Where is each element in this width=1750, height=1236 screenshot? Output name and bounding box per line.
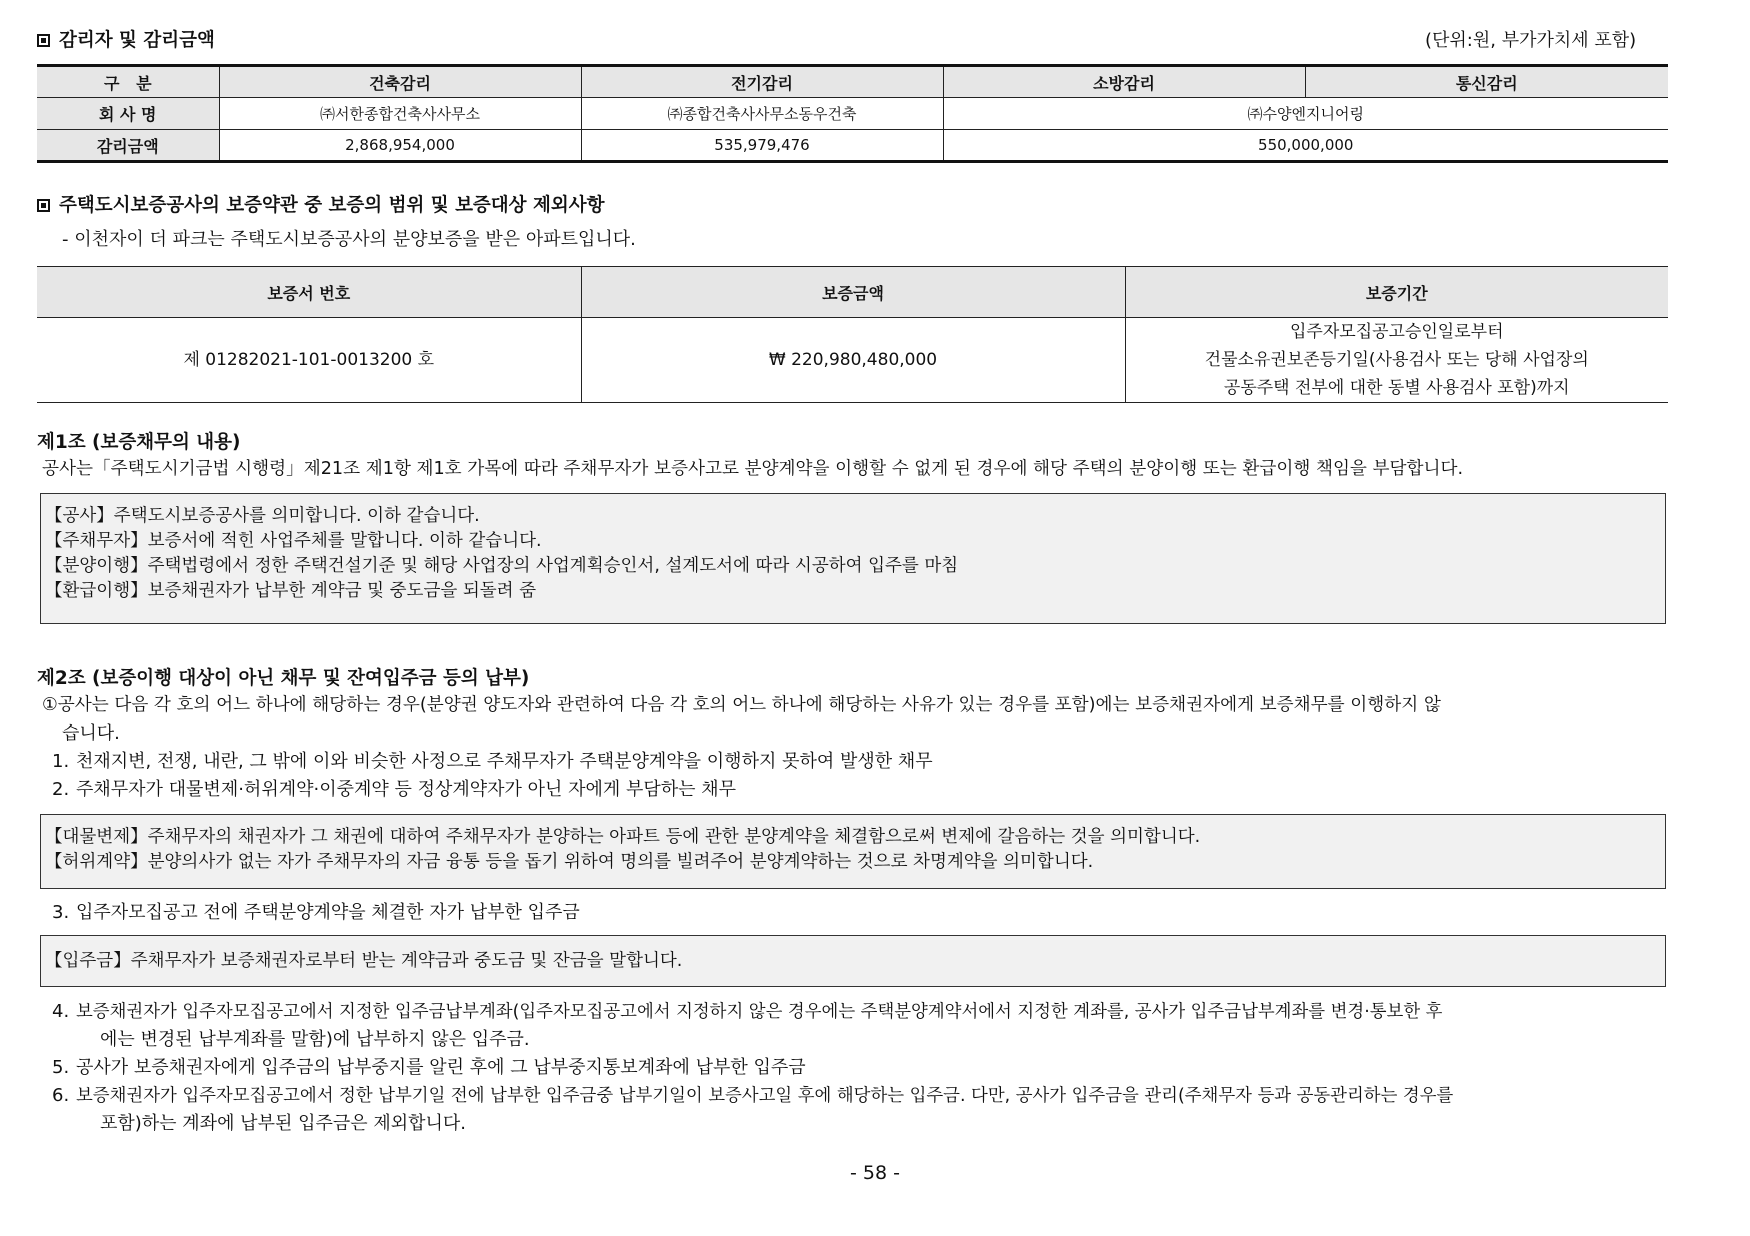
guarantee-period [1125, 318, 1668, 403]
article2-definition-box-2 [40, 935, 1666, 987]
page-number: - 58 - [850, 1162, 900, 1184]
square-bullet-icon [37, 199, 50, 212]
item-text: 공사가 보증채권자에게 입주금의 납부중지를 알린 후에 그 납부중지통보계좌에 납부한 입주금 [76, 1057, 806, 1078]
item-text: 보증채권자가 입주자모집공고에서 정한 납부기일 전에 납부한 입주금중 납부기일이 보증사고일 후에 해당하는 입주금. 다만, 공사가 입주금을 관리(주채무자 등과 공동관리하는 경우를 [76, 1086, 1454, 1106]
section2-bullet: - 이천자이 더 파크는 주택도시보증공사의 분양보증을 받은 아파트입니다. [62, 229, 636, 250]
item-text: 천재지변, 전쟁, 내란, 그 밖에 이와 비슷한 사정으로 주채무자가 주택분양계약을 이행하지 못하여 발생한 채무 [76, 751, 933, 772]
company-row-label: 회 사 명 [37, 98, 219, 130]
item-number: 1. [52, 751, 70, 772]
list-item [52, 1053, 806, 1079]
period-line: 입주자모집공고승인일로부터 [1290, 322, 1504, 342]
cert-no: 제 01282021-101-0013200 호 [37, 318, 581, 403]
header-electrical: 전기감리 [581, 66, 943, 98]
amount-architecture: 2,868,954,000 [219, 130, 581, 162]
header-amount: 보증금액 [581, 267, 1125, 318]
company-electrical: ㈜종합건축사사무소동우건축 [581, 98, 943, 130]
section2-title [37, 191, 604, 217]
square-bullet-icon [37, 34, 50, 47]
header-period: 보증기간 [1125, 267, 1668, 318]
amount-fire-telecom: 550,000,000 [943, 130, 1668, 162]
period-line: 건물소유권보존등기일(사용검사 또는 당해 사업장의 [1204, 350, 1589, 370]
item-number: 2. [52, 779, 70, 800]
item-text: 보증채권자가 입주자모집공고에서 지정한 입주금납부계좌(입주자모집공고에서 지정하지 않은 경우에는 주택분양계약서에서 지정한 계좌를, 공사가 입주금납부계좌를 변경·통보한 후 [76, 1002, 1443, 1022]
article2-definition-box-1 [40, 814, 1666, 889]
item-number: 6. [52, 1085, 70, 1106]
article2-title: 제2조 (보증이행 대상이 아닌 채무 및 잔여입주금 등의 납부) [37, 668, 530, 689]
definition-item: 【허위계약】분양의사가 없는 자가 주채무자의 자금 융통 등을 돕기 위하여 명의를 빌려주어 분양계약하는 것으로 차명계약을 의미합니다. [45, 852, 1094, 872]
item-number: 5. [52, 1057, 70, 1078]
supervisor-table [37, 64, 1668, 163]
article2-intro-line2: 습니다. [62, 723, 120, 744]
item-number: 3. [52, 902, 70, 923]
header-fire: 소방감리 [943, 66, 1305, 98]
list-item [52, 997, 1442, 1022]
header-architecture: 건축감리 [219, 66, 581, 98]
section2-title-text: 주택도시보증공사의 보증약관 중 보증의 범위 및 보증대상 제외사항 [59, 195, 605, 216]
definition-item: 【분양이행】주택법령에서 정한 주택건설기준 및 해당 사업장의 사업계획승인서, 설계도서에 따라 시공하여 입주를 마침 [45, 556, 959, 576]
header-category: 구 분 [37, 66, 219, 98]
list-item [52, 1081, 1453, 1106]
unit-note: (단위:원, 부가가치세 포함) [1425, 30, 1637, 51]
period-line: 공동주택 전부에 대한 동별 사용검사 포함)까지 [1223, 378, 1570, 398]
header-cert-no: 보증서 번호 [37, 267, 581, 318]
list-item [52, 747, 933, 773]
amount-row-label: 감리금액 [37, 130, 219, 162]
definition-item: 【환급이행】보증채권자가 납부한 계약금 및 중도금을 되돌려 줌 [45, 581, 536, 601]
company-fire-telecom: ㈜수양엔지니어링 [943, 98, 1668, 130]
article1-title: 제1조 (보증채무의 내용) [37, 432, 241, 453]
item-text: 주채무자가 대물변제·허위계약·이중계약 등 정상계약자가 아닌 자에게 부담하는 채무 [76, 779, 737, 800]
header-telecom: 통신감리 [1305, 66, 1668, 98]
list-item [52, 898, 580, 924]
list-item-continuation: 에는 변경된 납부계좌를 말함)에 납부하지 않은 입주금. [100, 1029, 530, 1050]
company-architecture: ㈜서한종합건축사사무소 [219, 98, 581, 130]
article2-intro-line1: ①공사는 다음 각 호의 어느 하나에 해당하는 경우(분양권 양도자와 관련하여 다음 각 호의 어느 하나에 해당하는 사유가 있는 경우를 포함)에는 보증채권자에게 보증채무를 이행하지 않 [42, 695, 1441, 715]
item-number: 4. [52, 1001, 70, 1022]
guarantee-amount: ₩ 220,980,480,000 [581, 318, 1125, 403]
section1-title [37, 26, 215, 52]
article1-text: 공사는「주택도시기금법 시행령」제21조 제1항 제1호 가목에 따라 주채무자가 보증사고로 분양계약을 이행할 수 없게 된 경우에 해당 주택의 분양이행 또는 환급이행 책임을 부담합니다. [42, 459, 1464, 479]
amount-electrical: 535,979,476 [581, 130, 943, 162]
item-text: 입주자모집공고 전에 주택분양계약을 체결한 자가 납부한 입주금 [76, 902, 580, 923]
definition-item: 【입주금】주채무자가 보증채권자로부터 받는 계약금과 중도금 및 잔금을 말합니다. [45, 951, 683, 971]
section1-title-text: 감리자 및 감리금액 [59, 30, 215, 51]
definition-item: 【주채무자】보증서에 적힌 사업주체를 말합니다. 이하 같습니다. [45, 531, 542, 551]
article1-definition-box [40, 493, 1666, 624]
list-item [52, 775, 736, 801]
list-item-continuation: 포함)하는 계좌에 납부된 입주금은 제외합니다. [100, 1113, 467, 1134]
guarantee-table [37, 266, 1668, 403]
definition-item: 【공사】주택도시보증공사를 의미합니다. 이하 같습니다. [45, 506, 480, 526]
definition-item: 【대물변제】주채무자의 채권자가 그 채권에 대하여 주채무자가 분양하는 아파트 등에 관한 분양계약을 체결함으로써 변제에 갈음하는 것을 의미합니다. [45, 827, 1201, 847]
